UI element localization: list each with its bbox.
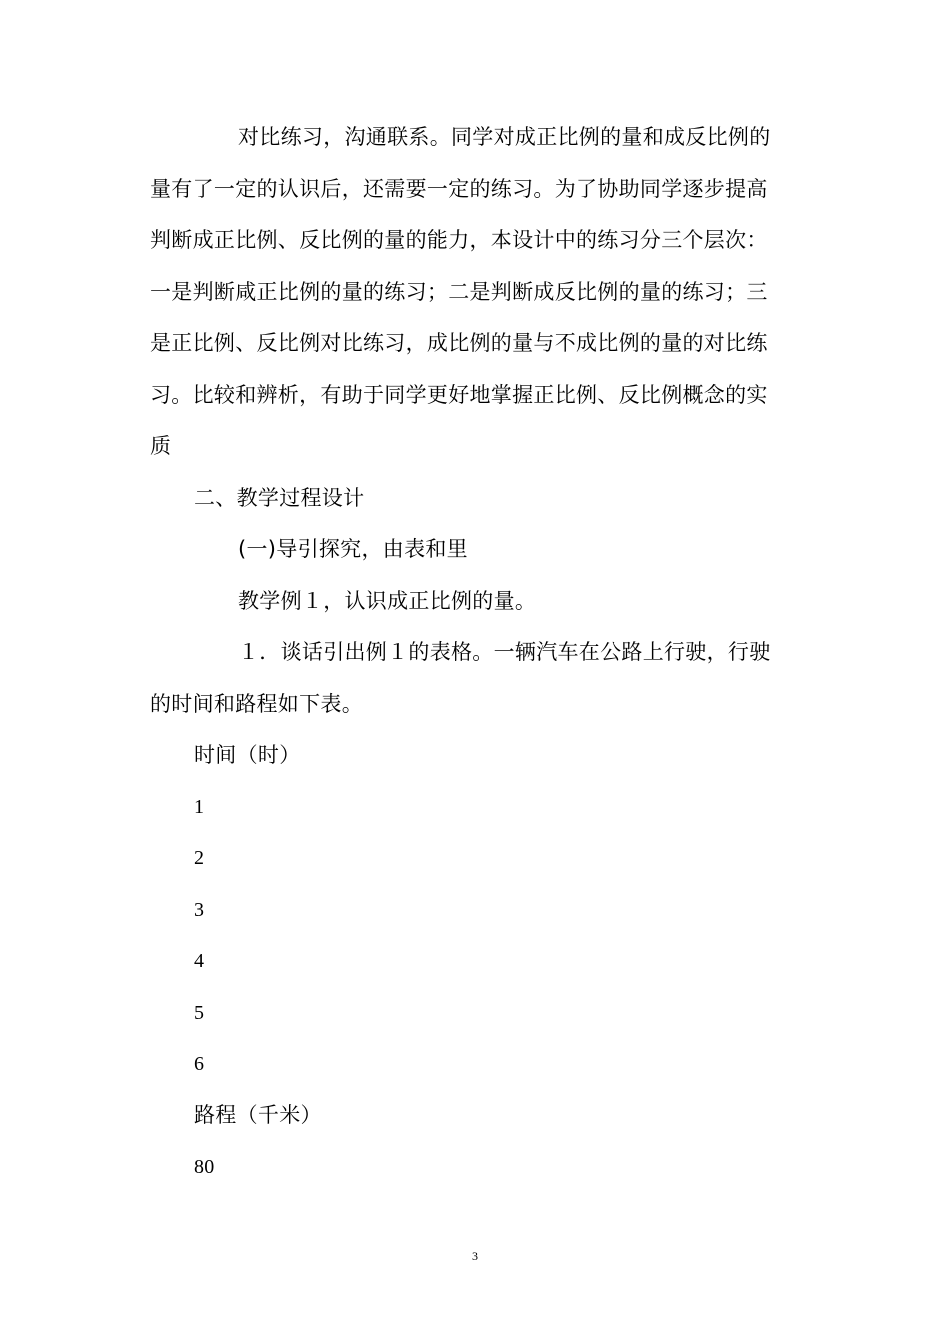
- table-time-value: 1: [194, 796, 205, 818]
- table-time-value: 5: [194, 1002, 205, 1024]
- table-distance-header: 路程（千米）: [194, 1103, 322, 1127]
- page-number: 3: [472, 1249, 478, 1263]
- table-time-value: 6: [194, 1053, 205, 1075]
- paragraph-line: 习。比较和辨析，有助于同学更好地掌握正比例、反比例概念的实: [150, 383, 768, 407]
- paragraph-line: 对比练习，沟通联系。同学对成正比例的量和成反比例的: [238, 125, 771, 149]
- paragraph-line: 量有了一定的认识后，还需要一定的练习。为了协助同学逐步提高: [150, 177, 768, 201]
- table-distance-value: 80: [194, 1156, 215, 1178]
- table-time-value: 4: [194, 950, 205, 972]
- item-line: １．谈话引出例１的表格。一辆汽车在公路上行驶，行驶: [238, 640, 771, 664]
- subsection-heading: (一)导引探究，由表和里: [238, 537, 468, 561]
- table-time-value: 3: [194, 899, 205, 921]
- paragraph-line: 一是判断咸正比例的量的练习；二是判断成反比例的量的练习；三: [150, 280, 768, 304]
- paragraph-line: 判断成正比例、反比例的量的能力，本设计中的练习分三个层次：: [150, 228, 768, 252]
- example-intro: 教学例１，认识成正比例的量。: [238, 589, 537, 613]
- paragraph-line: 是正比例、反比例对比练习，成比例的量与不成比例的量的对比练: [150, 331, 768, 355]
- table-time-value: 2: [194, 847, 205, 869]
- item-line: 的时间和路程如下表。: [150, 692, 363, 716]
- paragraph-line: 质: [150, 434, 172, 458]
- section-heading: 二、教学过程设计: [194, 486, 365, 510]
- table-time-header: 时间（时）: [194, 743, 301, 767]
